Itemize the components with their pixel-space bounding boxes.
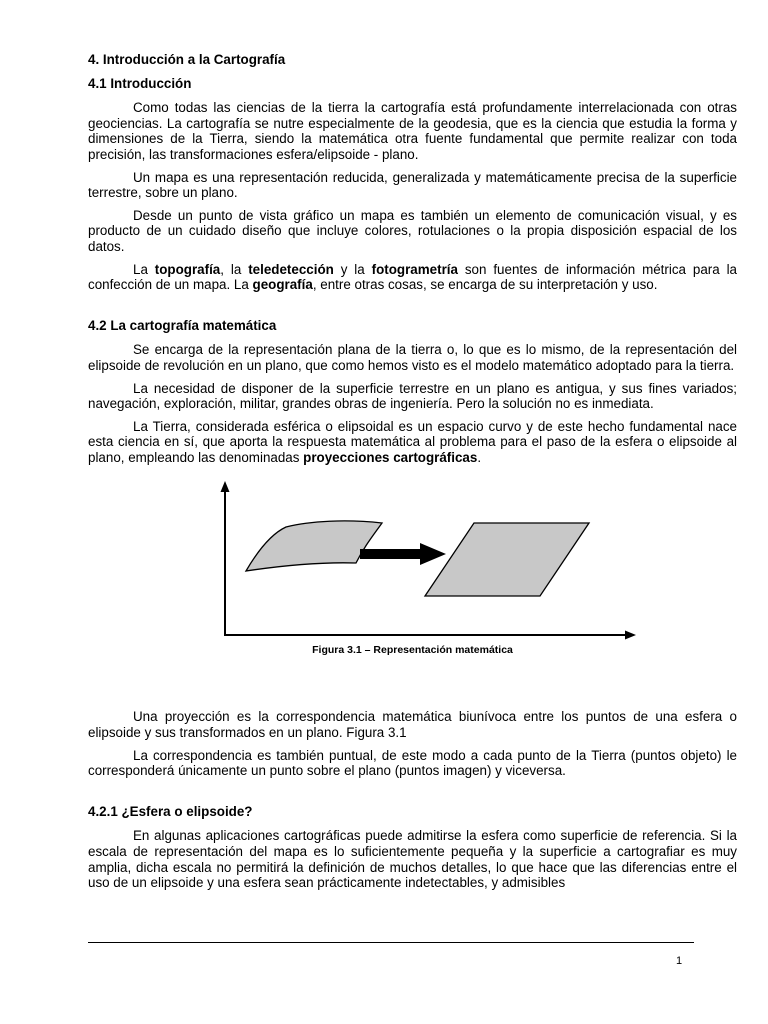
paragraph-3: Desde un punto de vista gráfico un mapa es también un elemento de comunicación visual, y es producto de un cuidado diseño que incluye colores, rotulaciones o la propia disposición espacial de los datos.	[88, 207, 737, 254]
chapter-heading: 4. Introducción a la Cartografía	[88, 52, 286, 67]
figure-3-1	[88, 475, 737, 695]
paragraph-4	[88, 262, 737, 293]
paragraph-5: Se encarga de la representación plana de la tierra o, lo que es lo mismo, de la representación del elipsoide de revolución en un plano, que como hemos visto es el modelo matemático adoptado para la tierra.	[88, 342, 737, 373]
paragraph-7	[88, 419, 737, 466]
term-fotogrametria: fotogrametría	[371, 261, 458, 277]
transform-arrow-shaft	[360, 549, 422, 559]
y-axis-arrowhead	[221, 481, 230, 492]
paragraph-10: En algunas aplicaciones cartográficas puede admitirse la esfera como superficie de referencia. Si la escala de representación del mapa es lo suficientemente pequeña y la superficie a cartografiar es muy amplia, dicha escala no permitirá la definición de muchos detalles, lo que hace que las diferencias entre el uso de un elipsoide y una esfera sean prácticamente indetectables, y admisibles	[88, 828, 737, 891]
paragraph-6: La necesidad de disponer de la superficie terrestre en un plano es antigua, y sus fines variados; navegación, exploración, militar, grandes obras de ingeniería. Pero la solución no es inmediata.	[88, 380, 737, 412]
p4-text-4: son fuentes de información métrica para la confección de un mapa. La	[88, 261, 737, 293]
p4-text-1: La	[133, 261, 155, 277]
curved-surface	[246, 521, 382, 571]
footer-rule	[88, 942, 694, 943]
term-geografia: geografía	[252, 277, 313, 293]
p4-text-2: , la	[220, 261, 249, 277]
p7-text-2: .	[477, 449, 482, 465]
p4-text-3: y la	[333, 261, 372, 277]
transform-arrow-head	[420, 543, 446, 565]
figure-caption: Figura 3.1 – Representación matemática	[312, 644, 513, 657]
page-number: 1	[676, 955, 683, 967]
section-heading-4-2-1: 4.2.1 ¿Esfera o elipsoide?	[88, 803, 253, 819]
p7-text-1: La Tierra, considerada esférica o elipsoidal es un espacio curvo y de este hecho fundamental nace esta ciencia en sí, que aporta la respuesta matemática al problema para el paso de la esfera o elipsoide al plano, empleando las denominadas	[88, 418, 737, 465]
p4-text-5: , entre otras cosas, se encarga de su interpretación y uso.	[312, 277, 658, 293]
term-topografia: topografía	[154, 261, 221, 277]
x-axis-arrowhead	[625, 631, 636, 640]
paragraph-1: Como todas las ciencias de la tierra la cartografía está profundamente interrelacionada con otras geociencias. La cartografía se nutre especialmente de la geodesia, que es la ciencia que estudia la forma y dimensiones de la Tierra, siendo la matemática otra fuente fundamental que permite realizar con toda precisión, las transformaciones esfera/elipsoide - plano.	[88, 100, 737, 162]
section-heading-4-1: 4.1 Introducción	[88, 75, 192, 91]
paragraph-8: Una proyección es la correspondencia matemática biunívoca entre los puntos de una esfera o elipsoide y sus transformados en un plano. Figura 3.1	[88, 709, 737, 741]
paragraph-2: Un mapa es una representación reducida, generalizada y matemáticamente precisa de la superficie terrestre, sobre un plano.	[88, 169, 737, 201]
term-teledeteccion: teledetección	[248, 261, 334, 277]
paragraph-9: La correspondencia es también puntual, de este modo a cada punto de la Tierra (puntos objeto) le corresponderá únicamente un punto sobre el plano (puntos imagen) y viceversa.	[88, 747, 737, 779]
page-content	[88, 52, 737, 891]
term-proyecciones: proyecciones cartográficas	[303, 449, 478, 465]
section-heading-4-2: 4.2 La cartografía matemática	[88, 317, 277, 333]
plane-parallelogram	[425, 523, 589, 596]
